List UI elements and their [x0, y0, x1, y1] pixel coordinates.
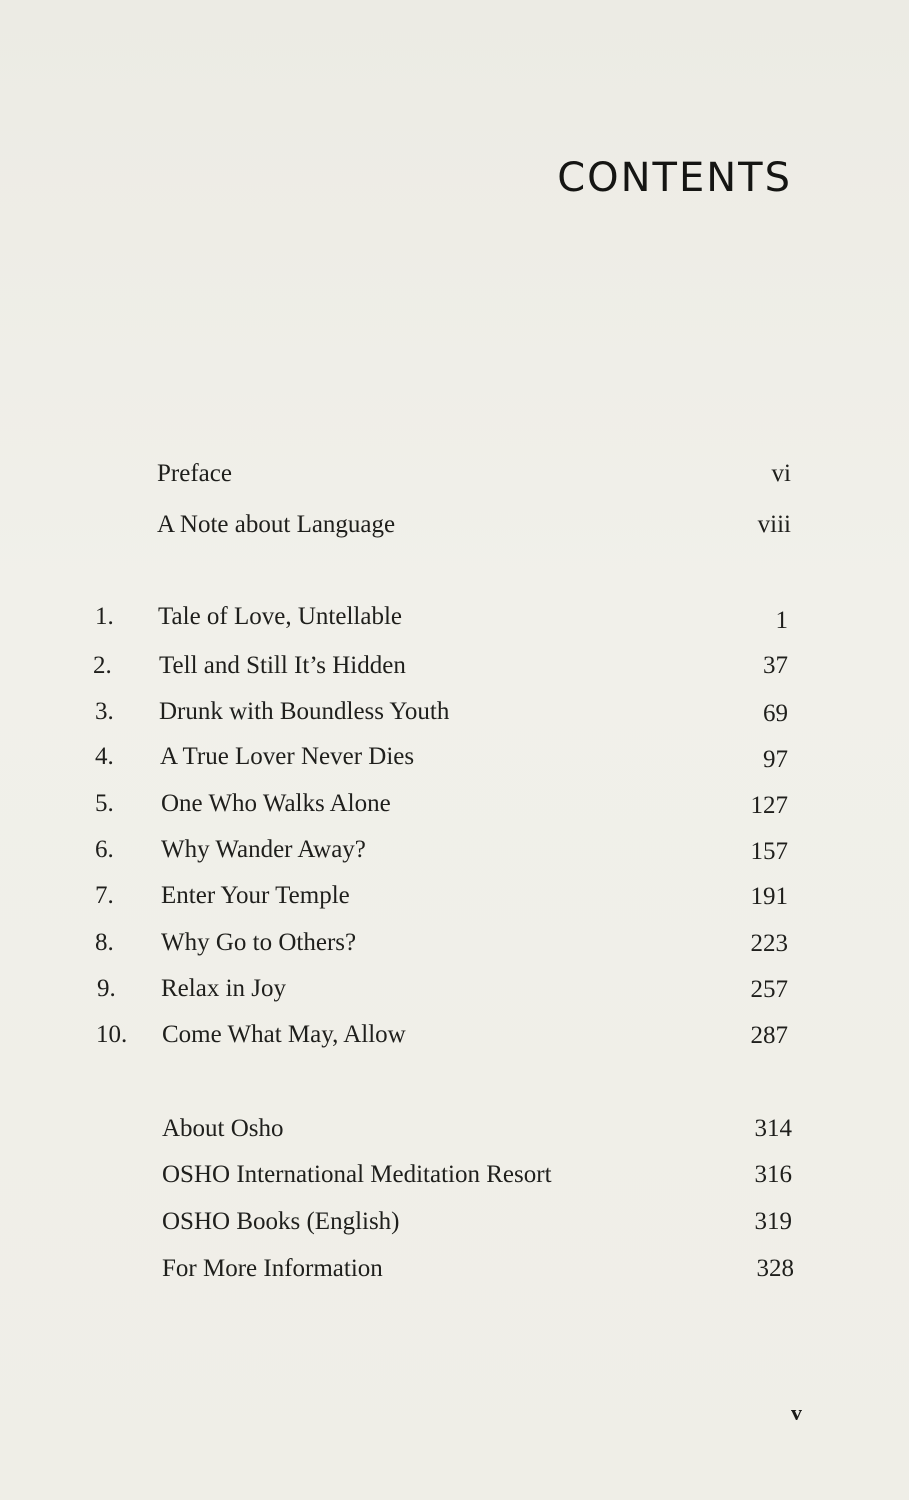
toc-chapter-number: 10. [96, 1021, 128, 1048]
toc-chapter-number: 2. [93, 652, 112, 679]
toc-chapter-number: 7. [95, 882, 114, 909]
toc-entry-page: 319 [754, 1208, 792, 1235]
toc-chapter-page: 37 [763, 652, 788, 679]
toc-entry-label: OSHO Books (English) [162, 1208, 400, 1235]
toc-entry-note-about-language[interactable] [157, 508, 791, 542]
toc-entry-label: OSHO International Meditation Resort [162, 1161, 552, 1188]
toc-entry-page: 328 [756, 1255, 794, 1282]
contents-heading: CONTENTS [557, 155, 792, 201]
toc-entry-meditation-resort[interactable] [162, 1158, 792, 1192]
toc-entry-label: About Osho [162, 1115, 284, 1142]
toc-chapter-page: 191 [750, 883, 788, 910]
toc-entry-page: 316 [754, 1161, 792, 1188]
toc-chapter-label: Enter Your Temple [161, 882, 350, 909]
toc-chapter-4[interactable] [95, 740, 788, 774]
toc-chapter-label: Why Go to Others? [161, 929, 357, 956]
toc-chapter-page: 223 [750, 930, 788, 957]
toc-chapter-1[interactable] [95, 600, 788, 634]
toc-chapter-number: 8. [95, 929, 114, 956]
toc-chapter-page: 127 [750, 792, 788, 819]
toc-entry-page: vi [771, 460, 791, 487]
toc-chapter-5[interactable] [95, 787, 788, 821]
toc-chapter-3[interactable] [95, 695, 788, 729]
toc-chapter-number: 1. [95, 603, 114, 630]
toc-entry-page: viii [757, 511, 791, 538]
toc-chapter-label: One Who Walks Alone [161, 790, 391, 817]
toc-entry-more-information[interactable] [162, 1252, 794, 1286]
toc-chapter-page: 69 [763, 700, 788, 727]
toc-chapter-label: Why Wander Away? [161, 836, 366, 863]
toc-chapter-label: A True Lover Never Dies [160, 743, 415, 770]
toc-chapter-label: Drunk with Boundless Youth [159, 698, 450, 725]
toc-entry-label: A Note about Language [157, 511, 396, 538]
toc-chapter-2[interactable] [93, 649, 788, 683]
toc-chapter-label: Tale of Love, Untellable [158, 603, 402, 630]
toc-chapter-page: 1 [775, 607, 788, 634]
toc-chapter-9[interactable] [97, 972, 788, 1006]
toc-entry-preface[interactable] [157, 457, 791, 491]
toc-chapter-6[interactable] [95, 833, 788, 867]
toc-chapter-10[interactable] [96, 1018, 788, 1052]
toc-entry-osho-books[interactable] [162, 1205, 792, 1239]
toc-chapter-label: Come What May, Allow [162, 1021, 406, 1048]
toc-chapter-number: 4. [95, 743, 114, 770]
toc-chapter-number: 3. [95, 698, 114, 725]
toc-entry-label: Preface [157, 460, 232, 487]
toc-chapter-page: 257 [750, 976, 788, 1003]
toc-chapter-number: 5. [95, 790, 114, 817]
toc-chapter-number: 9. [97, 975, 116, 1002]
toc-chapter-page: 287 [750, 1022, 788, 1049]
toc-chapter-label: Relax in Joy [161, 975, 286, 1002]
toc-chapter-8[interactable] [95, 926, 788, 960]
toc-chapter-page: 157 [750, 838, 788, 865]
toc-chapter-label: Tell and Still It’s Hidden [159, 652, 406, 679]
toc-entry-about-osho[interactable] [162, 1112, 792, 1146]
toc-chapter-page: 97 [763, 746, 788, 773]
page-folio: v [791, 1400, 802, 1425]
toc-chapter-number: 6. [95, 836, 114, 863]
toc-entry-label: For More Information [162, 1255, 383, 1282]
toc-entry-page: 314 [754, 1115, 792, 1142]
toc-chapter-7[interactable] [95, 879, 788, 913]
